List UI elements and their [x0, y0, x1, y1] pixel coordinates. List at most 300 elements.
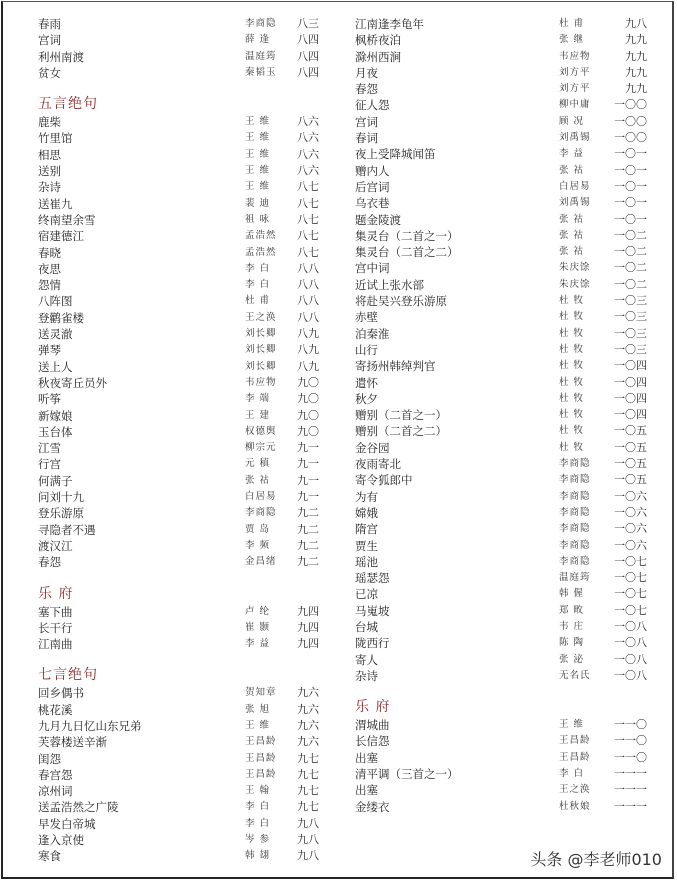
entry-page: 九二: [297, 506, 319, 520]
toc-entry[interactable]: [38, 783, 320, 799]
entry-author: 刘长卿: [245, 360, 277, 372]
toc-left-column: [38, 16, 320, 865]
entry-author: 温庭筠: [245, 50, 277, 62]
entry-author: 杜 牧: [559, 409, 585, 421]
toc-entry[interactable]: [355, 163, 651, 179]
entry-title: 桃花溪: [38, 702, 73, 717]
entry-author: 秦韬玉: [245, 66, 277, 78]
entry-title: 竹里馆: [38, 131, 73, 146]
entry-page: 一〇五: [614, 424, 647, 438]
entry-page: 一〇二: [614, 261, 647, 275]
toc-entry[interactable]: [38, 604, 320, 620]
entry-title: 春雨: [38, 17, 61, 31]
toc-entry[interactable]: [355, 586, 651, 602]
entry-author: 贾 岛: [245, 523, 271, 535]
entry-page: 八八: [297, 261, 319, 275]
entry-author: 李 端: [245, 393, 271, 405]
entry-author: 薛 逢: [245, 34, 271, 46]
entry-author: 岑 参: [245, 834, 271, 846]
entry-title: 泊秦淮: [355, 326, 390, 341]
toc-entry[interactable]: [38, 636, 320, 652]
entry-title: 金缕衣: [355, 799, 390, 814]
toc-entry[interactable]: [38, 522, 320, 538]
toc-entry[interactable]: [38, 245, 320, 261]
entry-title: 相思: [38, 147, 61, 162]
toc-entry[interactable]: [355, 228, 651, 244]
entry-title: 弹琴: [38, 343, 61, 358]
toc-entry[interactable]: [355, 260, 651, 276]
toc-entry[interactable]: [38, 505, 320, 521]
entry-page: 八八: [297, 294, 319, 308]
toc-entry[interactable]: [355, 782, 651, 798]
toc-entry[interactable]: [38, 799, 320, 815]
entry-page: 九九: [625, 49, 647, 63]
entry-author: 刘禹锡: [559, 132, 591, 144]
entry-page: 九九: [625, 33, 647, 47]
entry-author: 李 白: [245, 279, 271, 291]
toc-entry[interactable]: [355, 16, 651, 32]
entry-author: 白居易: [559, 180, 591, 192]
toc-entry[interactable]: [355, 65, 651, 81]
toc-entry[interactable]: [38, 359, 320, 375]
entry-author: 韦 庄: [559, 620, 585, 632]
toc-entry[interactable]: [38, 473, 320, 489]
entry-author: 刘长卿: [245, 344, 277, 356]
entry-title: 已凉: [355, 587, 378, 602]
entry-page: 八七: [297, 245, 319, 259]
toc-entry[interactable]: [355, 130, 651, 146]
entry-page: 一〇八: [614, 619, 647, 633]
entry-author: 刘长卿: [245, 328, 277, 340]
entry-title: 赠内人: [355, 163, 390, 178]
entry-title: 鹿柴: [38, 115, 61, 130]
entry-page: 九六: [297, 735, 319, 749]
toc-entry[interactable]: [355, 423, 651, 439]
entry-page: 一〇二: [614, 277, 647, 291]
entry-author: 李商隐: [245, 18, 277, 29]
toc-entry[interactable]: [355, 293, 651, 309]
entry-author: 卢 纶: [245, 605, 271, 617]
entry-title: 出塞: [355, 750, 378, 765]
entry-page: 九四: [297, 604, 319, 618]
entry-title: 渭城曲: [355, 718, 390, 733]
toc-entry[interactable]: [38, 734, 320, 750]
toc-entry[interactable]: [38, 228, 320, 244]
entry-page: 九〇: [297, 408, 319, 422]
toc-entry[interactable]: [355, 195, 651, 211]
entry-author: 朱庆馀: [559, 262, 591, 274]
entry-author: 王之涣: [559, 784, 591, 796]
toc-entry[interactable]: [355, 407, 651, 423]
entry-title: 宫中词: [355, 261, 390, 276]
section-heading: 乐 府: [38, 585, 74, 602]
entry-page: 八六: [297, 147, 319, 161]
toc-entry[interactable]: [355, 277, 651, 293]
entry-title: 夜思: [38, 261, 61, 276]
section-spacer: [38, 81, 320, 95]
entry-title: 秋夜寄丘员外: [38, 375, 107, 390]
entry-page: 一一一: [614, 799, 647, 813]
toc-entry[interactable]: [38, 685, 320, 701]
toc-entry[interactable]: [355, 603, 651, 619]
entry-page: 九七: [297, 784, 319, 798]
toc-entry[interactable]: [355, 244, 651, 260]
toc-entry[interactable]: [355, 554, 651, 570]
toc-entry[interactable]: [38, 293, 320, 309]
toc-entry[interactable]: [355, 326, 651, 342]
toc-entry[interactable]: [38, 310, 320, 326]
entry-title: 长信怨: [355, 734, 390, 749]
entry-author: 杜 甫: [245, 295, 271, 307]
entry-page: 八四: [297, 49, 319, 63]
toc-entry[interactable]: [38, 147, 320, 163]
entry-author: 贺知章: [245, 687, 277, 699]
entry-author: 王昌龄: [559, 735, 591, 747]
entry-author: 杜 牧: [559, 327, 585, 339]
toc-entry[interactable]: [38, 196, 320, 212]
entry-title: 征人怨: [355, 98, 390, 113]
entry-author: 郑 畋: [559, 604, 585, 616]
entry-page: 一〇四: [614, 359, 647, 373]
entry-author: 李 白: [245, 801, 271, 813]
entry-page: 一〇一: [614, 147, 647, 161]
entry-author: 崔 颢: [245, 621, 271, 633]
toc-entry[interactable]: [38, 702, 320, 718]
entry-title: 春晓: [38, 245, 61, 260]
entry-title: 闺怨: [38, 751, 61, 766]
toc-entry[interactable]: [355, 97, 651, 113]
entry-author: 韩 翃: [245, 850, 271, 862]
toc-entry[interactable]: [38, 277, 320, 293]
entry-author: 李商隐: [559, 458, 591, 470]
entry-page: 九一: [297, 490, 319, 504]
entry-page: 一〇八: [614, 636, 647, 650]
toc-entry[interactable]: [38, 456, 320, 472]
entry-page: 一〇八: [614, 668, 647, 682]
entry-author: 白居易: [245, 491, 277, 503]
entry-title: 枫桥夜泊: [355, 33, 401, 48]
entry-page: 八七: [297, 180, 319, 194]
entry-title: 玉台体: [38, 424, 73, 439]
entry-author: 韩 偓: [559, 588, 585, 600]
entry-title: 台城: [355, 619, 378, 634]
entry-author: 张 祜: [559, 229, 585, 241]
entry-title: 夜上受降城闻笛: [355, 147, 436, 162]
toc-entry[interactable]: [355, 114, 651, 130]
toc-entry[interactable]: [355, 32, 651, 48]
entry-title: 逢入京使: [38, 833, 84, 848]
toc-entry[interactable]: [38, 326, 320, 342]
entry-title: 滁州西涧: [355, 49, 401, 64]
toc-entry[interactable]: [355, 570, 651, 586]
entry-author: 杜 牧: [559, 343, 585, 355]
entry-title: 嫦娥: [355, 505, 378, 520]
toc-entry[interactable]: [355, 635, 651, 651]
entry-author: 李商隐: [559, 506, 591, 518]
entry-page: 九八: [625, 17, 647, 30]
entry-page: 九七: [297, 751, 319, 765]
toc-entry[interactable]: [355, 309, 651, 325]
entry-page: 九一: [297, 473, 319, 487]
entry-author: 杜 牧: [559, 295, 585, 307]
entry-title: 怨情: [38, 278, 61, 293]
entry-title: 送灵澈: [38, 327, 73, 342]
toc-entry[interactable]: [355, 799, 651, 815]
entry-title: 杂诗: [38, 180, 61, 195]
toc-entry[interactable]: [355, 179, 651, 195]
toc-entry[interactable]: [38, 261, 320, 277]
entry-title: 送崔九: [38, 196, 73, 211]
entry-title: 题金陵渡: [355, 212, 401, 227]
entry-title: 送别: [38, 164, 61, 179]
toc-entry[interactable]: [38, 408, 320, 424]
entry-author: 柳中庸: [559, 99, 591, 111]
toc-entry[interactable]: [38, 391, 320, 407]
toc-entry[interactable]: [38, 16, 320, 32]
toc-entry[interactable]: [38, 554, 320, 570]
entry-author: 李 白: [559, 768, 585, 780]
toc-entry[interactable]: [355, 212, 651, 228]
entry-author: 杜 牧: [559, 425, 585, 437]
entry-page: 一〇七: [614, 571, 647, 585]
entry-author: 金昌绪: [245, 556, 277, 568]
entry-author: 李商隐: [559, 474, 591, 486]
entry-page: 八四: [297, 65, 319, 79]
toc-entry[interactable]: [355, 440, 651, 456]
entry-title: 贾生: [355, 538, 378, 553]
entry-page: 一〇四: [614, 408, 647, 422]
entry-title: 登乐游原: [38, 506, 84, 521]
entry-title: 寄人: [355, 652, 378, 667]
entry-title: 听筝: [38, 392, 61, 407]
entry-page: 九八: [297, 849, 319, 863]
entry-title: 寄扬州韩绰判官: [355, 359, 436, 374]
toc-entry[interactable]: [355, 766, 651, 782]
toc-entry[interactable]: [38, 342, 320, 358]
entry-author: 王 维: [245, 148, 271, 160]
entry-author: 权德舆: [245, 425, 277, 437]
entry-title: 夜雨寄北: [355, 457, 401, 472]
entry-title: 利州南渡: [38, 49, 84, 64]
entry-page: 八七: [297, 229, 319, 243]
entry-author: 李 白: [245, 262, 271, 274]
entry-author: 祖 咏: [245, 213, 271, 225]
toc-entry[interactable]: [355, 619, 651, 635]
entry-author: 李 益: [245, 638, 271, 650]
entry-title: 长干行: [38, 620, 73, 635]
entry-title: 贫女: [38, 65, 61, 80]
entry-author: 韦应物: [559, 50, 591, 62]
entry-title: 江南逢李龟年: [355, 17, 424, 31]
entry-page: 一〇一: [614, 196, 647, 210]
entry-page: 九二: [297, 522, 319, 536]
toc-entry[interactable]: [38, 620, 320, 636]
entry-page: 一〇三: [614, 342, 647, 356]
entry-page: 九六: [297, 718, 319, 732]
entry-title: 回乡偶书: [38, 686, 84, 701]
entry-page: 一〇五: [614, 473, 647, 487]
entry-author: 柳宗元: [245, 442, 277, 454]
toc-entry[interactable]: [38, 767, 320, 783]
entry-title: 乌衣巷: [355, 196, 390, 211]
toc-entry[interactable]: [355, 505, 651, 521]
entry-title: 春怨: [38, 555, 61, 570]
entry-page: 一〇八: [614, 652, 647, 666]
toc-entry[interactable]: [38, 212, 320, 228]
entry-title: 八阵图: [38, 294, 73, 309]
entry-author: 王昌龄: [245, 736, 277, 748]
toc-entry[interactable]: [38, 489, 320, 505]
toc-entry[interactable]: [38, 440, 320, 456]
entry-page: 一〇三: [614, 326, 647, 340]
entry-author: 李商隐: [559, 490, 591, 502]
toc-entry[interactable]: [38, 718, 320, 734]
entry-title: 瑶池: [355, 554, 378, 569]
toc-entry[interactable]: [38, 848, 320, 864]
entry-page: 一〇一: [614, 212, 647, 226]
entry-page: 八七: [297, 196, 319, 210]
toc-entry[interactable]: [355, 750, 651, 766]
entry-page: 九四: [297, 620, 319, 634]
entry-page: 九七: [297, 767, 319, 781]
toc-entry[interactable]: [38, 832, 320, 848]
toc-entry[interactable]: [38, 49, 320, 65]
toc-entry[interactable]: [38, 751, 320, 767]
entry-author: 张 继: [559, 34, 585, 46]
entry-page: 一〇三: [614, 310, 647, 324]
watermark: 头条 @李老师010: [530, 850, 662, 869]
toc-entry[interactable]: [355, 358, 651, 374]
entry-page: 九九: [625, 65, 647, 79]
toc-entry[interactable]: [38, 130, 320, 146]
toc-entry[interactable]: [355, 81, 651, 97]
entry-author: 温庭筠: [559, 572, 591, 584]
entry-title: 送孟浩然之广陵: [38, 800, 119, 815]
section-heading: 五言绝句: [38, 96, 98, 113]
toc-entry[interactable]: [355, 342, 651, 358]
entry-title: 问刘十九: [38, 490, 84, 505]
toc-entry[interactable]: [355, 538, 651, 554]
entry-author: 李商隐: [559, 523, 591, 535]
entry-page: 八九: [297, 359, 319, 373]
entry-author: 王 维: [245, 181, 271, 193]
toc-entry[interactable]: [355, 456, 651, 472]
entry-page: 九二: [297, 538, 319, 552]
entry-author: 杜 甫: [559, 18, 585, 29]
toc-entry[interactable]: [355, 375, 651, 391]
entry-page: 一〇〇: [614, 98, 647, 112]
entry-title: 瑶瑟怨: [355, 571, 390, 586]
entry-author: 杜 牧: [559, 311, 585, 323]
toc-entry[interactable]: [38, 816, 320, 832]
toc-entry[interactable]: [38, 32, 320, 48]
entry-page: 一〇七: [614, 603, 647, 617]
toc-entry[interactable]: [38, 179, 320, 195]
toc-entry[interactable]: [38, 163, 320, 179]
toc-entry[interactable]: [355, 521, 651, 537]
entry-author: 王 维: [245, 165, 271, 177]
entry-page: 一一一: [614, 783, 647, 797]
toc-entry[interactable]: [355, 652, 651, 668]
entry-page: 八七: [297, 212, 319, 226]
entry-title: 渡汉江: [38, 538, 73, 553]
toc-entry[interactable]: [355, 146, 651, 162]
entry-title: 赠别（二首之二）: [355, 424, 447, 439]
entry-page: 一〇〇: [614, 131, 647, 145]
entry-page: 一〇七: [614, 587, 647, 601]
entry-author: 元 稹: [245, 458, 271, 470]
entry-title: 九月九日忆山东兄弟: [38, 718, 142, 733]
entry-author: 裴 迪: [245, 197, 271, 209]
entry-page: 八八: [297, 278, 319, 292]
entry-author: 李商隐: [559, 539, 591, 551]
entry-title: 出塞: [355, 783, 378, 798]
entry-page: 八六: [297, 164, 319, 178]
entry-author: 孟浩然: [245, 230, 277, 242]
toc-entry[interactable]: [355, 733, 651, 749]
entry-page: 九八: [297, 816, 319, 830]
entry-page: 一〇三: [614, 294, 647, 308]
entry-title: 隋宫: [355, 522, 378, 537]
entry-page: 一〇六: [614, 505, 647, 519]
toc-entry[interactable]: [38, 375, 320, 391]
toc-entry[interactable]: [38, 65, 320, 81]
entry-title: 秋夕: [355, 391, 378, 406]
entry-title: 凉州词: [38, 784, 73, 799]
toc-entry[interactable]: [355, 668, 651, 684]
entry-page: 一〇一: [614, 179, 647, 193]
entry-title: 赠别（二首之一）: [355, 408, 447, 423]
entry-author: 杜 牧: [559, 376, 585, 388]
section-heading: 七言绝句: [38, 667, 98, 684]
entry-author: 王 翰: [245, 785, 271, 797]
entry-page: 一〇四: [614, 391, 647, 405]
entry-author: 王昌龄: [559, 751, 591, 763]
toc-entry[interactable]: [38, 114, 320, 130]
entry-author: 杜 牧: [559, 392, 585, 404]
toc-entry[interactable]: [355, 717, 651, 733]
entry-title: 早发白帝城: [38, 816, 96, 831]
toc-entry[interactable]: [355, 472, 651, 488]
toc-entry[interactable]: [355, 489, 651, 505]
entry-page: 一〇六: [614, 489, 647, 503]
entry-page: 一〇五: [614, 440, 647, 454]
entry-author: 韦应物: [245, 376, 277, 388]
entry-page: 九四: [297, 637, 319, 651]
toc-entry[interactable]: [355, 49, 651, 65]
entry-title: 月夜: [355, 65, 378, 80]
section-spacer: [38, 652, 320, 666]
entry-page: 九二: [297, 555, 319, 569]
entry-page: 八八: [297, 310, 319, 324]
entry-page: 九〇: [297, 375, 319, 389]
entry-page: 八九: [297, 343, 319, 357]
toc-entry[interactable]: [355, 391, 651, 407]
entry-author: 无名氏: [559, 669, 591, 681]
entry-title: 杂诗: [355, 668, 378, 683]
entry-author: 朱庆馀: [559, 278, 591, 290]
entry-author: 王 维: [245, 116, 271, 128]
entry-page: 九〇: [297, 392, 319, 406]
entry-author: 王 维: [245, 719, 271, 731]
entry-page: 一一〇: [614, 734, 647, 748]
entry-page: 一一〇: [614, 750, 647, 764]
entry-author: 王 维: [245, 132, 271, 144]
entry-title: 送上人: [38, 359, 73, 374]
toc-entry[interactable]: [38, 538, 320, 554]
entry-page: 一〇六: [614, 522, 647, 536]
toc-entry[interactable]: [38, 424, 320, 440]
